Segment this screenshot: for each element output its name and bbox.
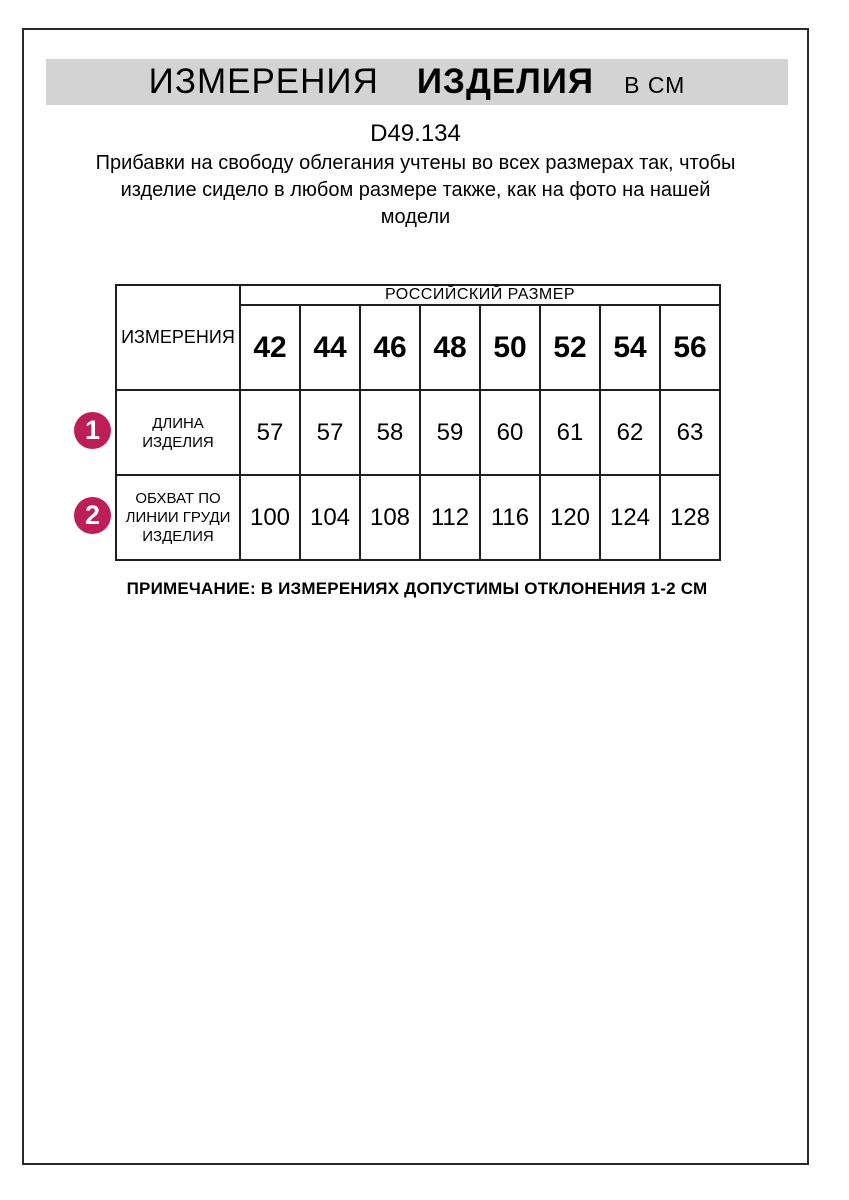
intro-paragraph [24, 150, 807, 231]
measurement-value: 120 [540, 475, 600, 560]
intro-line: модели [380, 206, 451, 228]
title-product: ИЗДЕЛИЯ [416, 62, 595, 101]
intro-line: изделие сидело в любом размере также, как на фото на нашей [120, 179, 711, 201]
size-table-area [84, 284, 719, 561]
table-row [116, 285, 720, 305]
tolerance-note: ПРИМЕЧАНИЕ: В ИЗМЕРЕНИЯХ ДОПУСТИМЫ ОТКЛОНЕНИЯ 1-2 СМ [126, 579, 708, 598]
measurement-value: 57 [300, 390, 360, 475]
size-column-header: 46 [360, 305, 420, 390]
measurement-value: 116 [480, 475, 540, 560]
title-banner [46, 59, 788, 105]
measurement-value: 100 [240, 475, 300, 560]
page-frame [22, 28, 809, 1165]
measurement-value: 128 [660, 475, 720, 560]
measure-header-cell: ИЗМЕРЕНИЯ [116, 285, 240, 390]
measurement-value: 58 [360, 390, 420, 475]
table-row [116, 390, 720, 475]
measurement-value: 62 [600, 390, 660, 475]
measurement-value: 124 [600, 475, 660, 560]
measurement-value: 60 [480, 390, 540, 475]
size-column-header: 54 [600, 305, 660, 390]
size-column-header: 48 [420, 305, 480, 390]
intro-line: Прибавки на свободу облегания учтены во всех размерах так, чтобы [95, 152, 736, 174]
size-table [115, 284, 721, 561]
measurement-value: 112 [420, 475, 480, 560]
measurement-value: 63 [660, 390, 720, 475]
table-row [116, 475, 720, 560]
size-column-header: 52 [540, 305, 600, 390]
title-measurements: ИЗМЕРЕНИЯ [148, 62, 379, 101]
row-label-chest: ОБХВАТ ПО ЛИНИИ ГРУДИ ИЗДЕЛИЯ [116, 475, 240, 560]
measurement-value: 59 [420, 390, 480, 475]
size-column-header: 44 [300, 305, 360, 390]
title-units: В СМ [624, 72, 686, 98]
measurement-value: 108 [360, 475, 420, 560]
product-code: D49.134 [370, 120, 461, 147]
size-column-header: 42 [240, 305, 300, 390]
measurement-value: 57 [240, 390, 300, 475]
size-group-header-cell: РОССИЙСКИЙ РАЗМЕР [240, 285, 720, 305]
row-marker-1-badge: 1 [74, 412, 111, 449]
size-column-header: 56 [660, 305, 720, 390]
row-marker-2-badge: 2 [74, 497, 111, 534]
measurement-value: 104 [300, 475, 360, 560]
size-column-header: 50 [480, 305, 540, 390]
measurement-value: 61 [540, 390, 600, 475]
row-label-length: ДЛИНА ИЗДЕЛИЯ [116, 390, 240, 475]
